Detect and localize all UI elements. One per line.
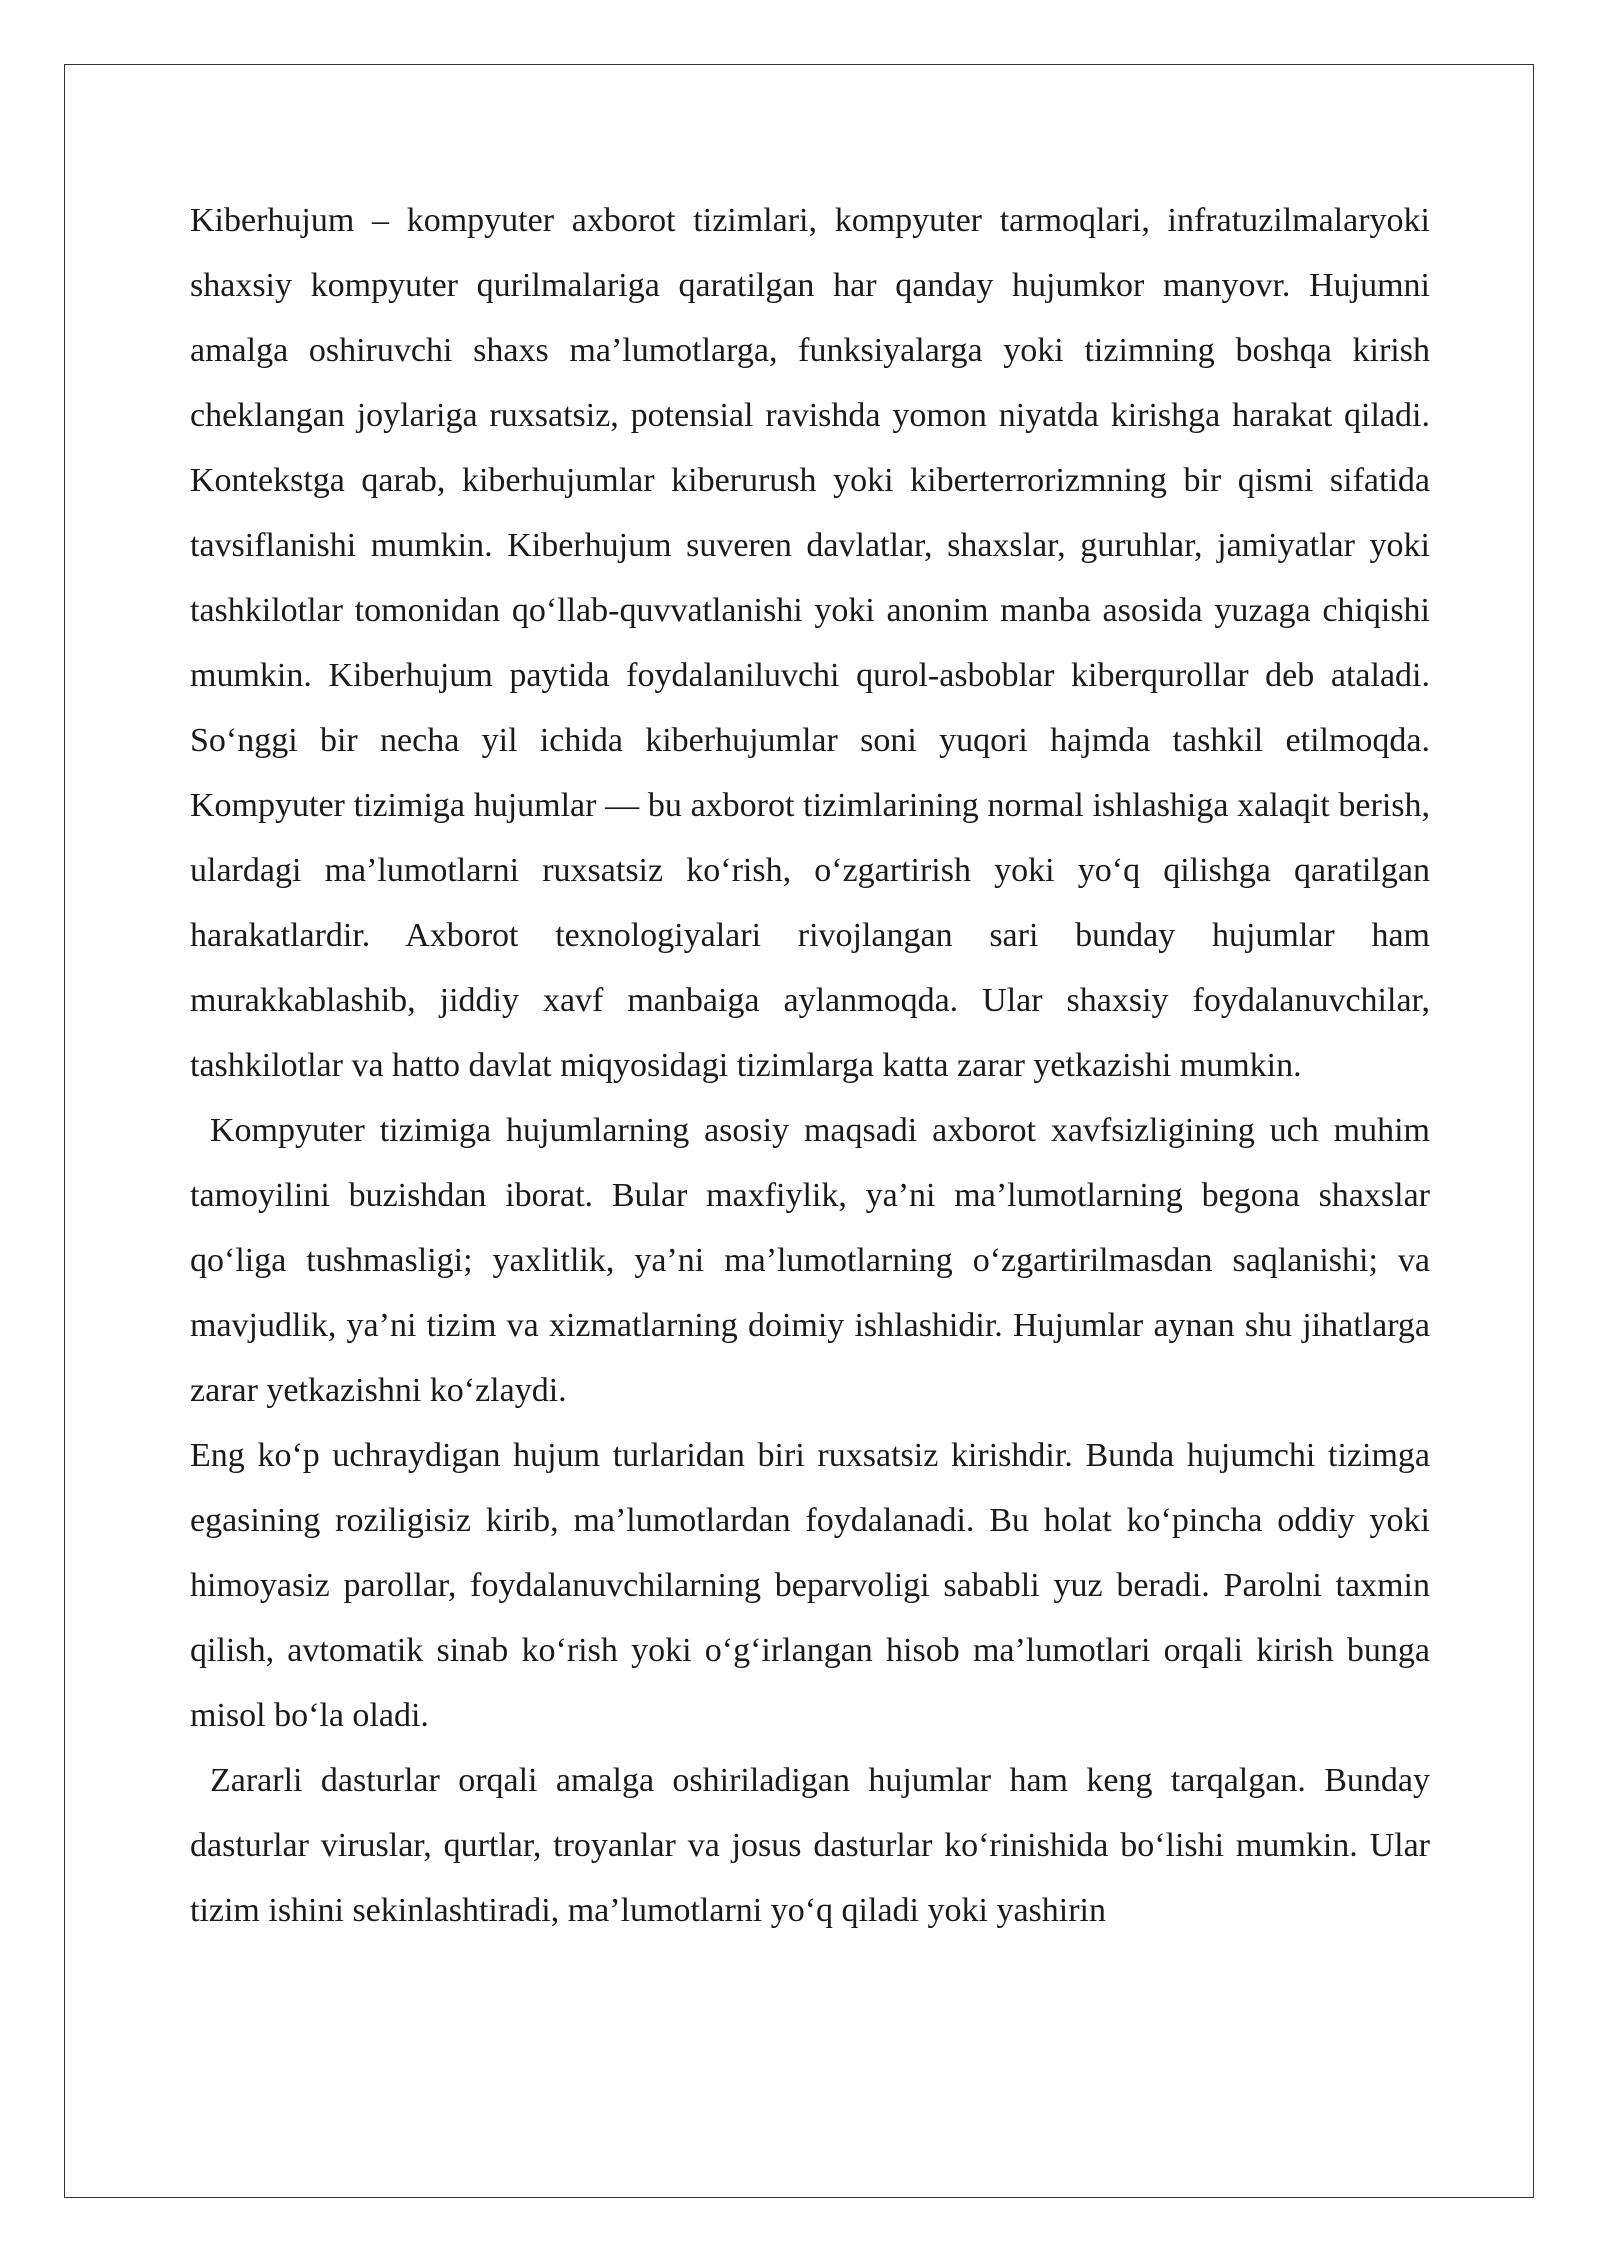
- document-body: [190, 188, 1430, 1943]
- paragraph-3: Eng ko‘p uchraydigan hujum turlaridan biri ruxsatsiz kirishdir. Bunda hujumchi tizimga egasining roziligisiz kirib, ma’lumotlardan foydalanadi. Bu holat ko‘pincha oddiy yoki himoyasiz parollar, foydalanuvchilarning beparvoligi sababli yuz beradi. Parolni taxmin qilish, avtomatik sinab ko‘rish yoki o‘g‘irlangan hisob ma’lumotlari orqali kirish bunga misol bo‘la oladi.: [190, 1437, 1430, 1734]
- paragraph-4: Zararli dasturlar orqali amalga oshiriladigan hujumlar ham keng tarqalgan. Bunday dasturlar viruslar, qurtlar, troyanlar va josus dasturlar ko‘rinishida bo‘lishi mumkin. Ular tizim ishini sekinlashtiradi, ma’lumotlarni yo‘q qiladi yoki yashirin: [190, 1762, 1430, 1929]
- paragraph-2: Kompyuter tizimiga hujumlarning asosiy maqsadi axborot xavfsizligining uch muhim tamoyilini buzishdan iborat. Bular maxfiylik, ya’ni ma’lumotlarning begona shaxslar qo‘liga tushmasligi; yaxlitlik, ya’ni ma’lumotlarning o‘zgartirilmasdan saqlanishi; va mavjudlik, ya’ni tizim va xizmatlarning doimiy ishlashidir. Hujumlar aynan shu jihatlarga zarar yetkazishni ko‘zlaydi.: [190, 1112, 1430, 1409]
- paragraph-1: Kiberhujum – kompyuter axborot tizimlari, kompyuter tarmoqlari, infratuzilmalaryoki shaxsiy kompyuter qurilmalariga qaratilgan har qanday hujumkor manyovr. Hujumni amalga oshiruvchi shaxs ma’lumotlarga, funksiyalarga yoki tizimning boshqa kirish cheklangan joylariga ruxsatsiz, potensial ravishda yomon niyatda kirishga harakat qiladi. Kontekstga qarab, kiberhujumlar kiberurush yoki kiberterrorizmning bir qismi sifatida tavsiflanishi mumkin. Kiberhujum suveren davlatlar, shaxslar, guruhlar, jamiyatlar yoki tashkilotlar tomonidan qo‘llab-quvvatlanishi yoki anonim manba asosida yuzaga chiqishi mumkin. Kiberhujum paytida foydalaniluvchi qurol-asboblar kiberqurollar deb ataladi. So‘nggi bir necha yil ichida kiberhujumlar soni yuqori hajmda tashkil etilmoqda. Kompyuter tizimiga hujumlar — bu axborot tizimlarining normal ishlashiga xalaqit berish, ulardagi ma’lumotlarni ruxsatsiz ko‘rish, o‘zgartirish yoki yo‘q qilishga qaratilgan harakatlardir. Axborot texnologiyalari rivojlangan sari bunday hujumlar ham murakkablashib, jiddiy xavf manbaiga aylanmoqda. Ular shaxsiy foydalanuvchilar, tashkilotlar va hatto davlat miqyosidagi tizimlarga katta zarar yetkazishi mumkin.: [190, 202, 1430, 1084]
